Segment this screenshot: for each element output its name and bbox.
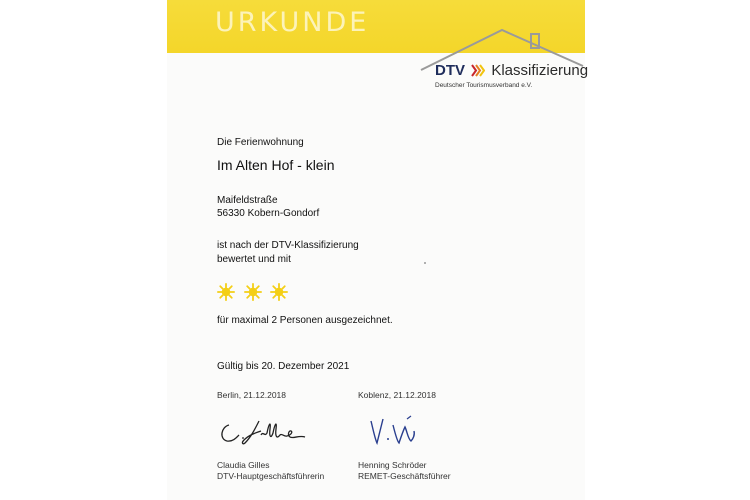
banner-title: URKUNDE [215,7,370,38]
right-signer-role: REMET-Geschäftsführer [358,471,451,481]
right-signer-name: Henning Schröder [358,460,427,470]
logo-name: Klassifizierung [491,62,589,79]
right-place-date: Koblenz, 21.12.2018 [358,390,436,400]
left-signer-name: Claudia Gilles [217,460,270,470]
speck [424,262,426,264]
street-text: Maifeldstraße [217,195,278,206]
classification-line2: bewertet und mit [217,254,291,265]
city-text: 56330 Kobern-Gondorf [217,208,320,219]
chevron-logo-icon [471,64,485,77]
award-text: für maximal 2 Personen ausgezeichnet. [217,315,393,326]
valid-until: Gültig bis 20. Dezember 2021 [217,361,350,372]
left-place-date: Berlin, 21.12.2018 [217,390,286,400]
intro-text: Die Ferienwohnung [217,137,304,148]
star-icon [217,283,235,301]
star-icon [244,283,262,301]
classification-line1: ist nach der DTV-Klassifizierung [217,240,359,251]
certificate-page [167,0,589,500]
logo-subtitle: Deutscher Tourismusverband e.V. [435,82,533,89]
left-signer-role: DTV-Hauptgeschäftsführerin [217,471,325,481]
logo [435,62,588,79]
star-icon [270,283,288,301]
property-name: Im Alten Hof - klein [217,157,335,173]
signature-claudia-gilles [215,415,315,449]
logo-brand: DTV [435,62,465,79]
signature-henning-schroeder [365,413,425,451]
